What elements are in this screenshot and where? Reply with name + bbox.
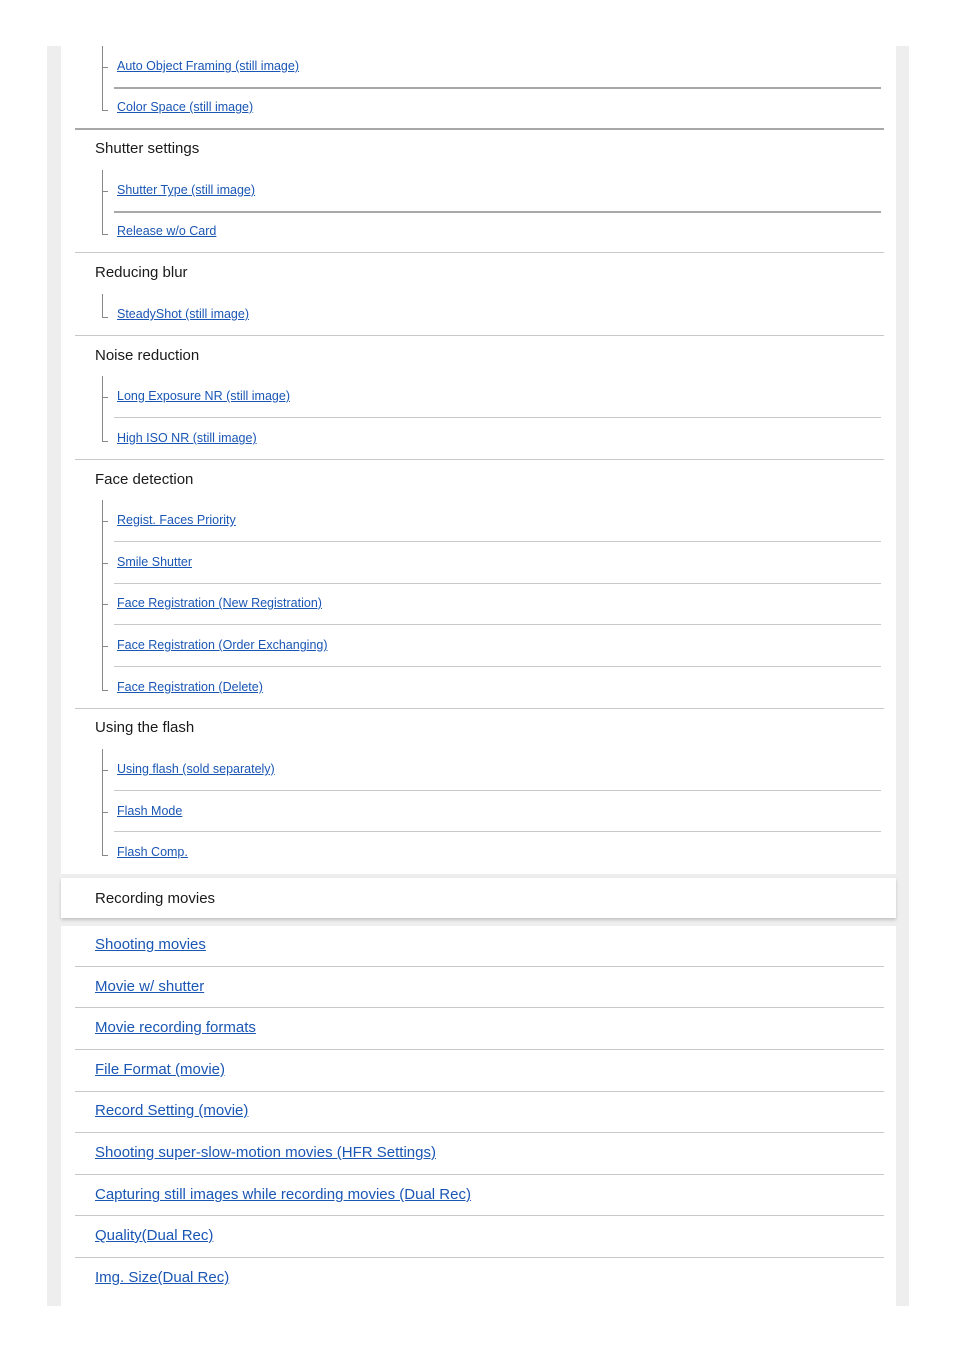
divider [75,1257,884,1258]
link-high-iso-nr[interactable]: High ISO NR (still image) [117,431,257,445]
tree-line [102,294,103,318]
divider [114,211,881,213]
link-movie-recording-formats[interactable]: Movie recording formats [95,1019,256,1036]
divider [75,1215,884,1216]
link-file-format-movie[interactable]: File Format (movie) [95,1061,226,1078]
link-img-size-dual-rec[interactable]: Img. Size(Dual Rec) [95,1269,230,1286]
tree-line [102,170,103,235]
link-regist-faces-priority[interactable]: Regist. Faces Priority [117,513,236,527]
section-divider [75,459,884,460]
link-color-space[interactable]: Color Space (still image) [117,100,254,114]
section-divider [75,708,884,709]
section-heading-blur: Reducing blur [95,264,188,281]
tree-branch [102,521,108,522]
link-quality-dual-rec[interactable]: Quality(Dual Rec) [95,1227,214,1244]
link-auto-object-framing[interactable]: Auto Object Framing (still image) [117,59,300,73]
tree-branch [102,67,108,68]
tree-line [102,376,103,442]
tree-branch [102,234,108,235]
link-shutter-type[interactable]: Shutter Type (still image) [117,183,256,197]
section-divider [75,128,884,130]
tree-branch [102,110,108,111]
divider [114,790,881,791]
still-image-settings-panel [61,46,896,874]
divider [75,1132,884,1133]
link-face-registration-delete[interactable]: Face Registration (Delete) [117,680,263,694]
divider [114,417,881,418]
tree-branch [102,812,108,813]
link-using-flash[interactable]: Using flash (sold separately) [117,762,275,776]
divider [114,666,881,667]
section-heading-noise: Noise reduction [95,347,200,364]
divider [75,1091,884,1092]
link-hfr-settings[interactable]: Shooting super-slow-motion movies (HFR Settings) [95,1144,436,1161]
tree-branch [102,191,108,192]
section-heading-shutter: Shutter settings [95,140,200,157]
section-divider [75,252,884,253]
section-heading-flash: Using the flash [95,719,195,736]
link-dual-rec[interactable]: Capturing still images while recording movies (Dual Rec) [95,1186,471,1203]
divider [114,583,881,584]
section-heading-recording-movies: Recording movies [95,890,216,907]
divider [75,966,884,967]
divider [75,1007,884,1008]
link-release-without-card[interactable]: Release w/o Card [117,224,217,238]
tree-branch [102,441,108,442]
link-flash-mode[interactable]: Flash Mode [117,804,183,818]
divider [75,1174,884,1175]
divider [114,624,881,625]
divider [114,541,881,542]
divider [114,87,881,89]
link-long-exposure-nr[interactable]: Long Exposure NR (still image) [117,389,290,403]
tree-branch [102,690,108,691]
tree-branch [102,604,108,605]
tree-branch [102,317,108,318]
tree-branch [102,563,108,564]
tree-branch [102,855,108,856]
link-record-setting-movie[interactable]: Record Setting (movie) [95,1102,249,1119]
tree-line [102,500,103,691]
link-movie-with-shutter[interactable]: Movie w/ shutter [95,978,205,995]
section-heading-face: Face detection [95,471,194,488]
tree-branch [102,397,108,398]
section-divider [75,335,884,336]
link-face-registration-order[interactable]: Face Registration (Order Exchanging) [117,638,328,652]
link-shooting-movies[interactable]: Shooting movies [95,936,206,953]
link-smile-shutter[interactable]: Smile Shutter [117,555,193,569]
divider [75,1049,884,1050]
link-face-registration-new[interactable]: Face Registration (New Registration) [117,596,322,610]
tree-branch [102,770,108,771]
divider [114,831,881,832]
link-steadyshot[interactable]: SteadyShot (still image) [117,307,250,321]
tree-branch [102,646,108,647]
tree-line [102,749,103,856]
tree-line [102,46,103,111]
link-flash-comp[interactable]: Flash Comp. [117,845,188,859]
